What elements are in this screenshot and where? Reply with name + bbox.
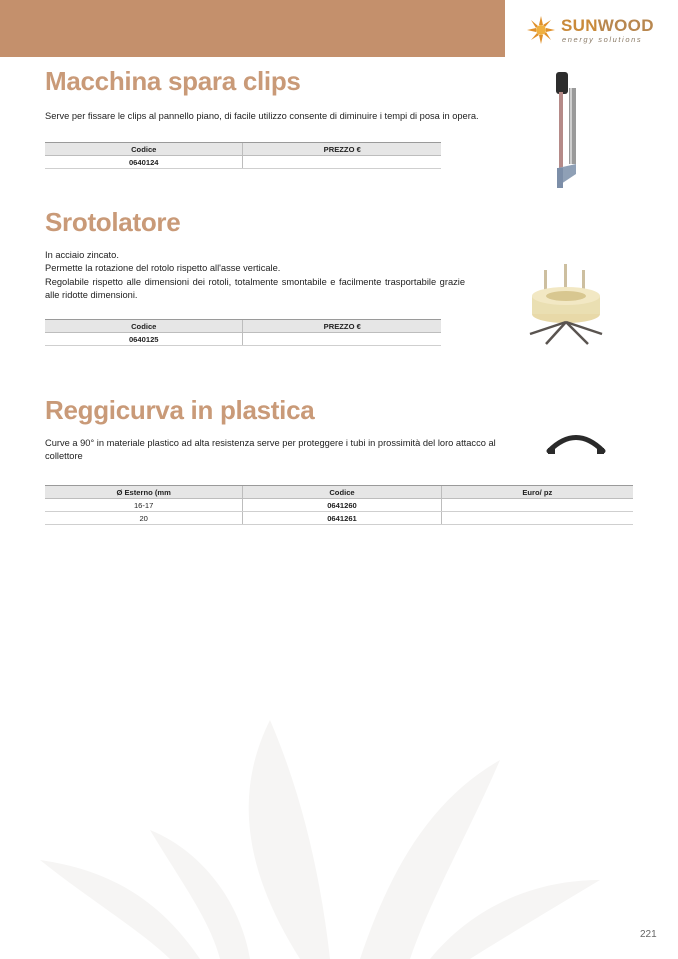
pipe-uncoiler-icon: [526, 264, 606, 346]
price-cell: [441, 499, 633, 512]
section-title-reggicurva-in-plastica: Reggicurva in plastica: [45, 395, 315, 425]
brand-logo: [525, 14, 665, 50]
section-title-macchina-spara-clips: Macchina spara clips: [45, 66, 301, 96]
column-header: Codice: [45, 143, 243, 156]
price-table: [45, 485, 633, 525]
price-table: [45, 319, 441, 346]
section-description: In acciaio zincato. Permette la rotazione del rotolo rispetto all'asse verticale. Regolabile rispetto alle dimensioni dei rotoli, totalmente smontabile e facilmente trasportabile grazie alle ridotte dimensioni.: [45, 250, 465, 301]
brand-wordmark: SUNWOOD: [561, 16, 654, 35]
column-header: PREZZO €: [243, 143, 441, 156]
code-cell: 0641261: [243, 512, 441, 525]
diameter-cell: 16-17: [45, 499, 243, 512]
price-cell: [243, 333, 441, 346]
section-title-srotolatore: Srotolatore: [45, 207, 181, 237]
header-band: [0, 0, 505, 57]
section-description: Serve per fissare le clips al pannello piano, di facile utilizzo consente di diminuire i tempi di posa in opera.: [45, 111, 479, 121]
page-number: 221: [640, 929, 657, 940]
price-cell: [441, 512, 633, 525]
code-cell: 0640124: [45, 156, 243, 169]
bend-support-icon: [546, 432, 606, 456]
code-cell: 0640125: [45, 333, 243, 346]
table-row: [45, 499, 633, 512]
table-row: [45, 333, 441, 346]
price-cell: [243, 156, 441, 169]
diameter-cell: 20: [45, 512, 243, 525]
table-row: [45, 512, 633, 525]
table-row: [45, 156, 441, 169]
column-header: Ø Esterno (mm: [45, 486, 243, 499]
price-table: [45, 142, 441, 169]
column-header: PREZZO €: [243, 320, 441, 333]
column-header: Codice: [45, 320, 243, 333]
code-cell: 0641260: [243, 499, 441, 512]
column-header: Euro/ pz: [441, 486, 633, 499]
sun-logo-icon: [525, 14, 557, 46]
brand-tagline: energy solutions: [562, 35, 643, 44]
section-description: Curve a 90° in materiale plastico ad alta resistenza serve per proteggere i tubi in prossimità del loro attacco al collettore: [45, 438, 496, 462]
column-header: Codice: [243, 486, 441, 499]
clip-gun-tool-icon: [548, 68, 588, 193]
